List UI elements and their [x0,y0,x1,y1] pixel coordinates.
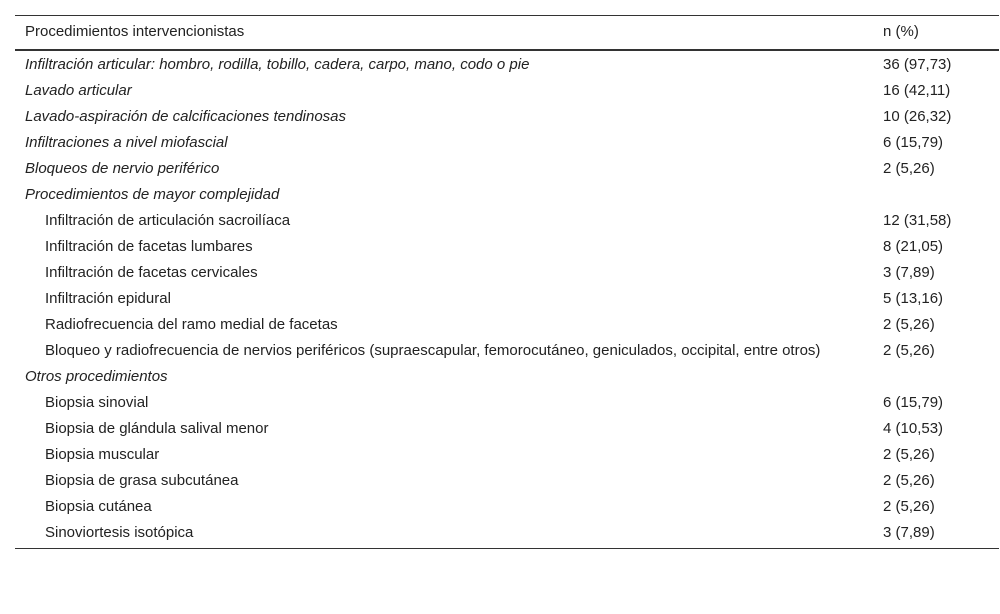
procedure-label: Infiltración articular: hombro, rodilla, tobillo, cadera, carpo, mano, codo o pie [25,56,530,73]
table-row [15,468,999,494]
header-n-percent: n (%) [873,16,999,51]
procedure-value: 36 (97,73) [883,56,952,73]
procedure-label: Biopsia cutánea [45,498,152,515]
procedure-label: Bloqueos de nervio periférico [25,160,220,177]
table-row [15,364,999,390]
table-row [15,130,999,156]
procedure-value: 2 (5,26) [883,342,935,359]
procedure-value [873,182,999,208]
table-row [15,182,999,208]
table-row [15,50,999,78]
procedure-label: Infiltración epidural [45,290,171,307]
procedure-value: 12 (31,58) [883,212,952,229]
procedure-label: Biopsia de grasa subcutánea [45,472,239,489]
procedures-table-container [15,15,999,549]
table-row [15,312,999,338]
procedure-value: 4 (10,53) [883,420,944,437]
procedure-label: Infiltración de articulación sacroilíaca [45,212,291,229]
procedure-value: 16 (42,11) [883,82,951,99]
table-row [15,416,999,442]
procedure-label: Biopsia de glándula salival menor [45,420,269,437]
procedure-value: 2 (5,26) [883,316,935,333]
table-row [15,520,999,549]
table-row [15,78,999,104]
procedure-label: Lavado articular [25,82,132,99]
procedure-value: 2 (5,26) [883,498,935,515]
procedure-label: Biopsia muscular [45,446,160,463]
table-row [15,390,999,416]
procedure-label: Biopsia sinovial [45,394,149,411]
procedure-label: Procedimientos de mayor complejidad [25,186,280,203]
table-body [15,50,999,549]
table-row [15,104,999,130]
procedures-table [15,15,999,549]
procedure-label: Otros procedimientos [25,368,168,385]
procedure-value: 6 (15,79) [883,394,944,411]
procedure-label: Lavado-aspiración de calcificaciones tendinosas [25,108,347,125]
table-row [15,260,999,286]
procedure-value: 3 (7,89) [873,520,999,549]
table-row [15,234,999,260]
procedure-label: Radiofrecuencia del ramo medial de facetas [45,316,338,333]
procedure-value: 10 (26,32) [883,108,952,125]
table-header-row [15,16,999,51]
procedure-value: 2 (5,26) [883,446,935,463]
procedure-value [873,364,999,390]
procedure-value: 5 (13,16) [883,290,944,307]
table-row [15,208,999,234]
procedure-label: Bloqueo y radiofrecuencia de nervios periféricos (supraescapular, femorocutáneo, geniculados, occipital, entre otros) [45,342,821,359]
table-row [15,338,999,364]
table-row [15,286,999,312]
procedure-label: Infiltración de facetas lumbares [45,238,253,255]
procedure-label: Infiltraciones a nivel miofascial [25,134,228,151]
procedure-value: 3 (7,89) [883,264,935,281]
procedure-label: Infiltración de facetas cervicales [45,264,258,281]
procedure-label: Sinoviortesis isotópica [15,520,873,549]
procedure-value: 8 (21,05) [883,238,944,255]
table-row [15,156,999,182]
procedure-value: 2 (5,26) [883,160,935,177]
header-procedures: Procedimientos intervencionistas [15,16,873,51]
procedure-value: 2 (5,26) [883,472,935,489]
table-row [15,494,999,520]
procedure-value: 6 (15,79) [883,134,944,151]
table-row [15,442,999,468]
